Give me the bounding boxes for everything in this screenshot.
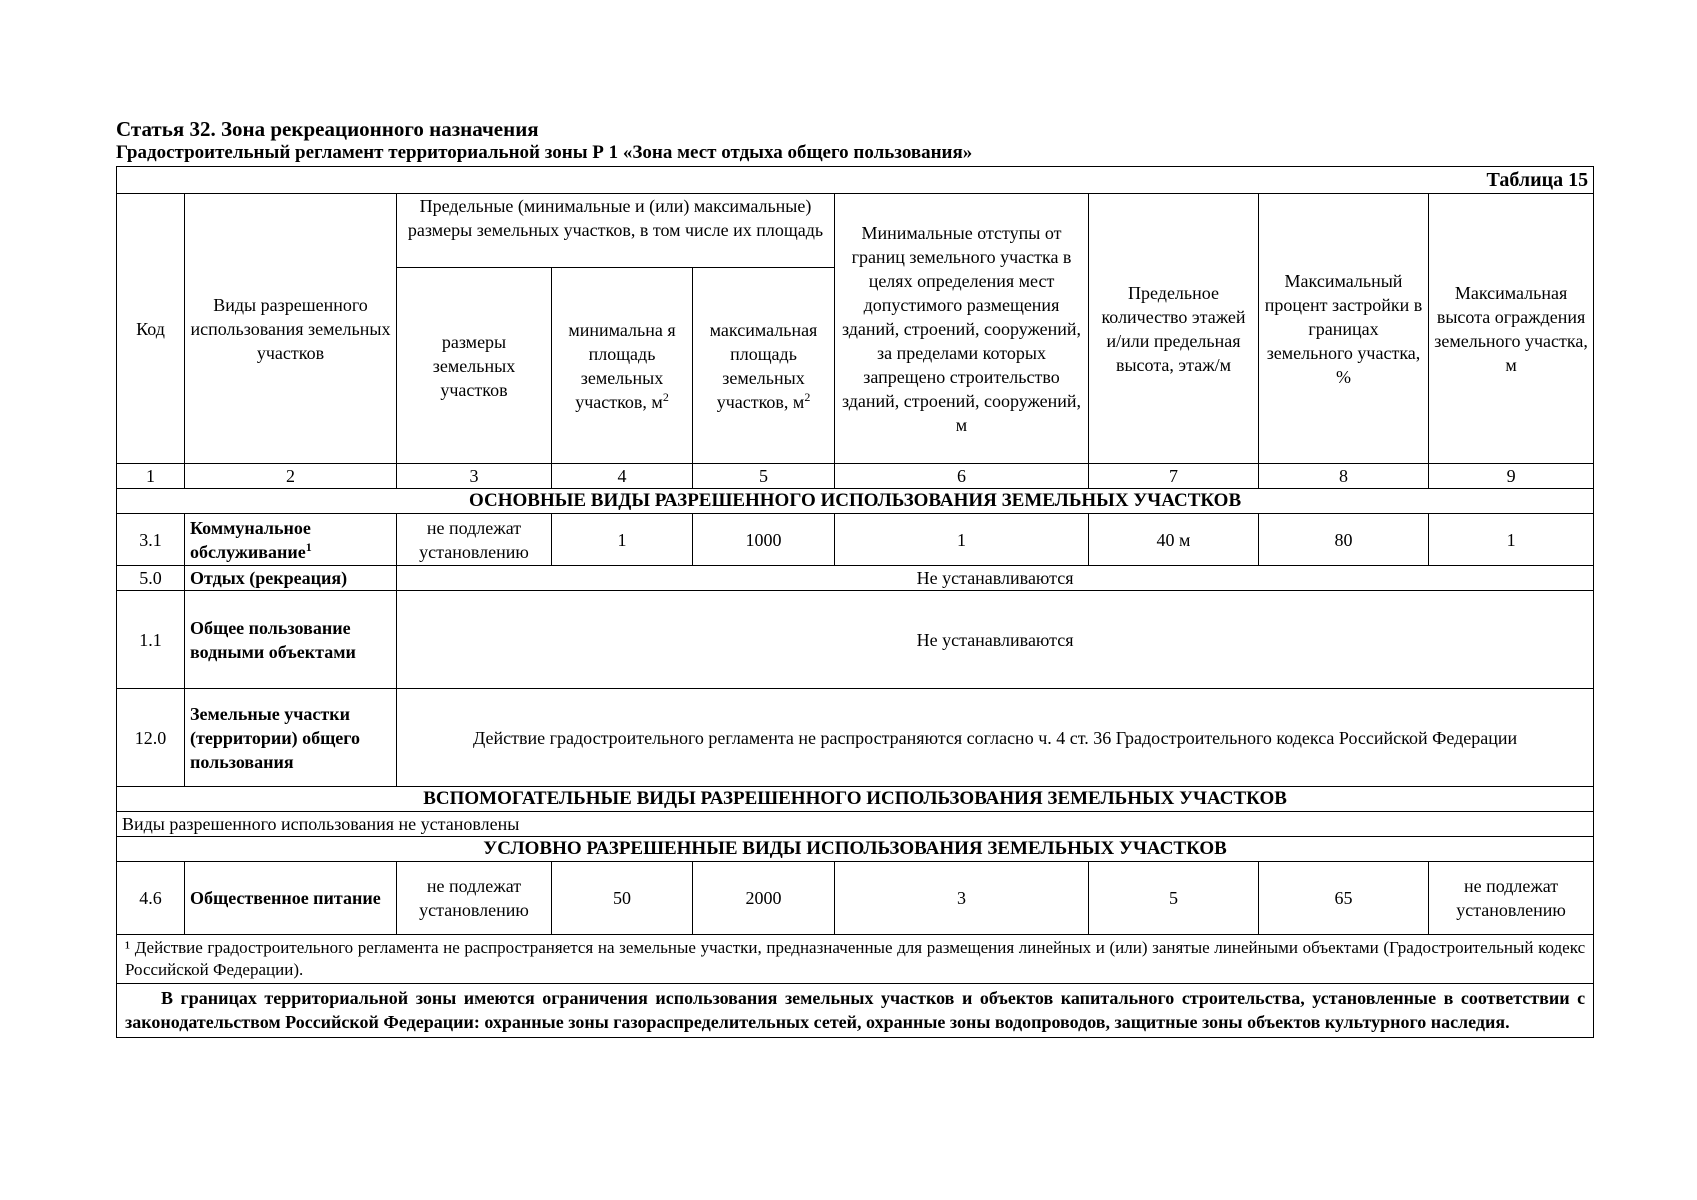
row-min-area: 1 (552, 514, 693, 566)
aux-note-row (117, 812, 1594, 837)
column-number: 8 (1259, 464, 1429, 489)
column-number: 2 (185, 464, 397, 489)
row-use-name: Общее пользование водными объектами (185, 591, 397, 689)
column-number: 4 (552, 464, 693, 489)
header-coverage: Максимальный процент застройки в границах земельного участка, % (1259, 194, 1429, 464)
regulation-table (116, 166, 1594, 1038)
caption-row (117, 167, 1594, 194)
row-fence: не подлежат установлению (1429, 862, 1594, 935)
header-use-types: Виды разрешенного использования земельных участков (185, 194, 397, 464)
row-setback: 1 (835, 514, 1089, 566)
row-merged-value: Не устанавливаются (397, 591, 1594, 689)
row-sizes: не подлежат установлению (397, 514, 552, 566)
row-use-name: Общественное питание (185, 862, 397, 935)
row-merged-value: Действие градостроительного регламента не распространяются согласно ч. 4 ст. 36 Градостроительного кодекса Российской Федерации (397, 689, 1594, 787)
table-row (117, 689, 1594, 787)
row-code: 4.6 (117, 862, 185, 935)
table-caption: Таблица 15 (117, 167, 1594, 194)
main-section-title: ОСНОВНЫЕ ВИДЫ РАЗРЕШЕННОГО ИСПОЛЬЗОВАНИЯ ЗЕМЕЛЬНЫХ УЧАСТКОВ (117, 489, 1594, 514)
row-floors: 5 (1089, 862, 1259, 935)
header-plot-sizes: размеры земельных участков (397, 268, 552, 464)
row-max-area: 1000 (693, 514, 835, 566)
row-coverage: 80 (1259, 514, 1429, 566)
document-page (116, 116, 1593, 1038)
row-code: 5.0 (117, 566, 185, 591)
footnote-row (117, 935, 1594, 984)
row-use-name: Отдых (рекреация) (185, 566, 397, 591)
article-title: Статья 32. Зона рекреационного назначения (116, 117, 539, 141)
row-min-area: 50 (552, 862, 693, 935)
header-min-area: минимальна я площадь земельных участков, $м^2$ (552, 268, 693, 464)
header-size-limits: Предельные (минимальные и (или) максимальные) размеры земельных участков, в том числе их площадь (397, 194, 835, 268)
table-row (117, 514, 1594, 566)
table-row (117, 591, 1594, 689)
restrictions-row (117, 984, 1594, 1038)
row-coverage: 65 (1259, 862, 1429, 935)
row-sizes: не подлежат установлению (397, 862, 552, 935)
row-code: 3.1 (117, 514, 185, 566)
column-number: 7 (1089, 464, 1259, 489)
cond-section-title: УСЛОВНО РАЗРЕШЕННЫЕ ВИДЫ ИСПОЛЬЗОВАНИЯ ЗЕМЕЛЬНЫХ УЧАСТКОВ (117, 837, 1594, 862)
footnote: ¹ Действие градостроительного регламента не распространяется на земельные участки, предназначенные для размещения линейных и (или) занятые линейными объектами (Градостроительный кодекс Российской Федерации). (117, 935, 1594, 984)
header-code: Код (117, 194, 185, 464)
row-fence: 1 (1429, 514, 1594, 566)
column-number: 5 (693, 464, 835, 489)
header-max-area: максимальная площадь земельных участков, $м^2$ (693, 268, 835, 464)
header-fence: Максимальная высота ограждения земельного участка, м (1429, 194, 1594, 464)
main-section-row (117, 489, 1594, 514)
aux-section-row (117, 787, 1594, 812)
row-floors: 40 м (1089, 514, 1259, 566)
cond-section-row (117, 837, 1594, 862)
header-row-1 (117, 194, 1594, 268)
header-setbacks: Минимальные отступы от границ земельного участка в целях определения мест допустимого размещения зданий, строений, сооружений, за пределами которых запрещено строительство зданий, строений, сооружений, м (835, 194, 1089, 464)
aux-note: Виды разрешенного использования не установлены (117, 812, 1594, 837)
row-code: 1.1 (117, 591, 185, 689)
restrictions-note: В границах территориальной зоны имеются ограничения использования земельных участков и объектов капитального строительства, установленные в соответствии с законодательством Российской Федерации: охранные зоны газораспределительных сетей, охранные зоны водопроводов, защитные зоны объектов культурного наследия. (117, 984, 1594, 1038)
column-number: 3 (397, 464, 552, 489)
row-code: 12.0 (117, 689, 185, 787)
row-setback: 3 (835, 862, 1089, 935)
regulation-subtitle: Градостроительный регламент территориальной зоны Р 1 «Зона мест отдыха общего пользования» (116, 142, 973, 163)
row-use-name: Коммунальное обслуживание$^1$ (185, 514, 397, 566)
header-floors: Предельное количество этажей и/или предельная высота, этаж/м (1089, 194, 1259, 464)
column-number: 1 (117, 464, 185, 489)
row-use-name: Земельные участки (территории) общего пользования (185, 689, 397, 787)
row-merged-value: Не устанавливаются (397, 566, 1594, 591)
column-number: 9 (1429, 464, 1594, 489)
aux-section-title: ВСПОМОГАТЕЛЬНЫЕ ВИДЫ РАЗРЕШЕННОГО ИСПОЛЬЗОВАНИЯ ЗЕМЕЛЬНЫХ УЧАСТКОВ (117, 787, 1594, 812)
column-number: 6 (835, 464, 1089, 489)
row-max-area: 2000 (693, 862, 835, 935)
column-numbers-row (117, 464, 1594, 489)
table-row (117, 862, 1594, 935)
table-row (117, 566, 1594, 591)
